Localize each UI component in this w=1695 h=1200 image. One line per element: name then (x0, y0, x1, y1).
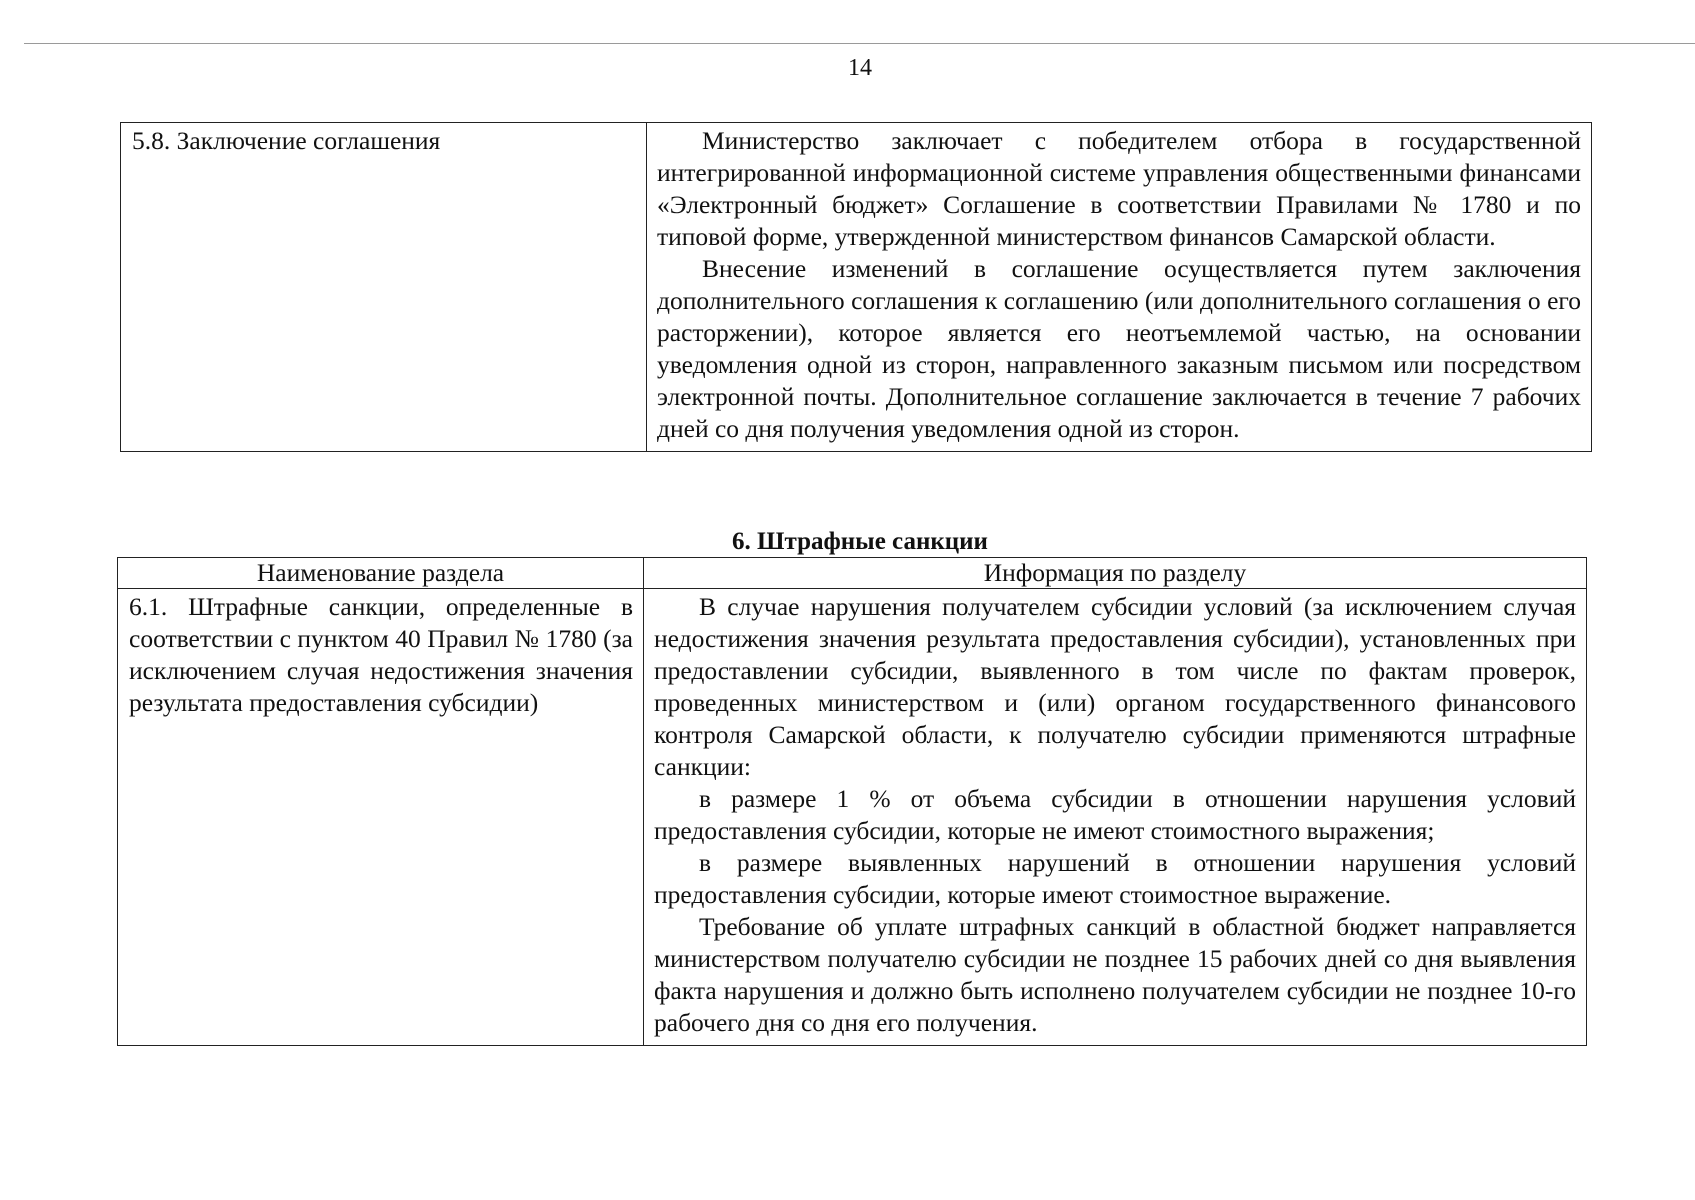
paragraph: в размере выявленных нарушений в отношении нарушения условий предоставления субсидии, которые имеют стоимостное выражение. (654, 848, 1576, 909)
section-title: 6. Штрафные санкции (732, 528, 988, 555)
top-rule (24, 43, 1695, 44)
column-header-name: Наименование раздела (118, 558, 644, 589)
paragraph: в размере 1 % от объема субсидии в отношении нарушения условий предоставления субсидии, которые не имеют стоимостного выражения; (654, 784, 1576, 845)
section-name-cell (118, 589, 644, 1046)
section-name-cell (121, 123, 647, 452)
paragraph: Требование об уплате штрафных санкций в областной бюджет направляется министерством получателю субсидии не позднее 15 рабочих дней со дня выявления факта нарушения и должно быть исполнено получателем субсидии не позднее 10-го рабочего дня со дня его получения. (654, 912, 1576, 1037)
section-info-cell (644, 589, 1587, 1046)
table-row (121, 123, 1592, 452)
page-number: 14 (848, 55, 872, 81)
section-name: 5.8. Заключение соглашения (132, 126, 441, 155)
section-info-cell (647, 123, 1592, 452)
section-name: 6.1. Штрафные санкции, определенные в соответствии с пунктом 40 Правил № 1780 (за исключением случая недостижения значения результата предоставления субсидии) (129, 592, 633, 717)
column-header-info: Информация по разделу (644, 558, 1587, 589)
section-5-8-table (120, 122, 1592, 452)
paragraph: Министерство заключает с победителем отбора в государственной интегрированной информационной системе управления общественными финансами «Электронный бюджет» Соглашение в соответствии Правилами № 1780 и по типовой форме, утвержденной министерством финансов Самарской области. (657, 126, 1581, 251)
table-header-row (118, 558, 1587, 589)
paragraph: Внесение изменений в соглашение осуществляется путем заключения дополнительного соглашения к соглашению (или дополнительного соглашения о его расторжении), которое является его неотъемлемой частью, на основании уведомления одной из сторон, направленного заказным письмом или посредством электронной почты. Дополнительное соглашение заключается в течение 7 рабочих дней со дня получения уведомления одной из сторон. (657, 254, 1581, 443)
table-row (118, 589, 1587, 1046)
section-6-table (117, 557, 1587, 1046)
paragraph: В случае нарушения получателем субсидии условий (за исключением случая недостижения значения результата предоставления субсидии), установленных при предоставлении субсидии, выявленного в том числе по фактам проверок, проведенных министерством и (или) органом государственного финансового контроля Самарской области, к получателю субсидии применяются штрафные санкции: (654, 592, 1576, 781)
